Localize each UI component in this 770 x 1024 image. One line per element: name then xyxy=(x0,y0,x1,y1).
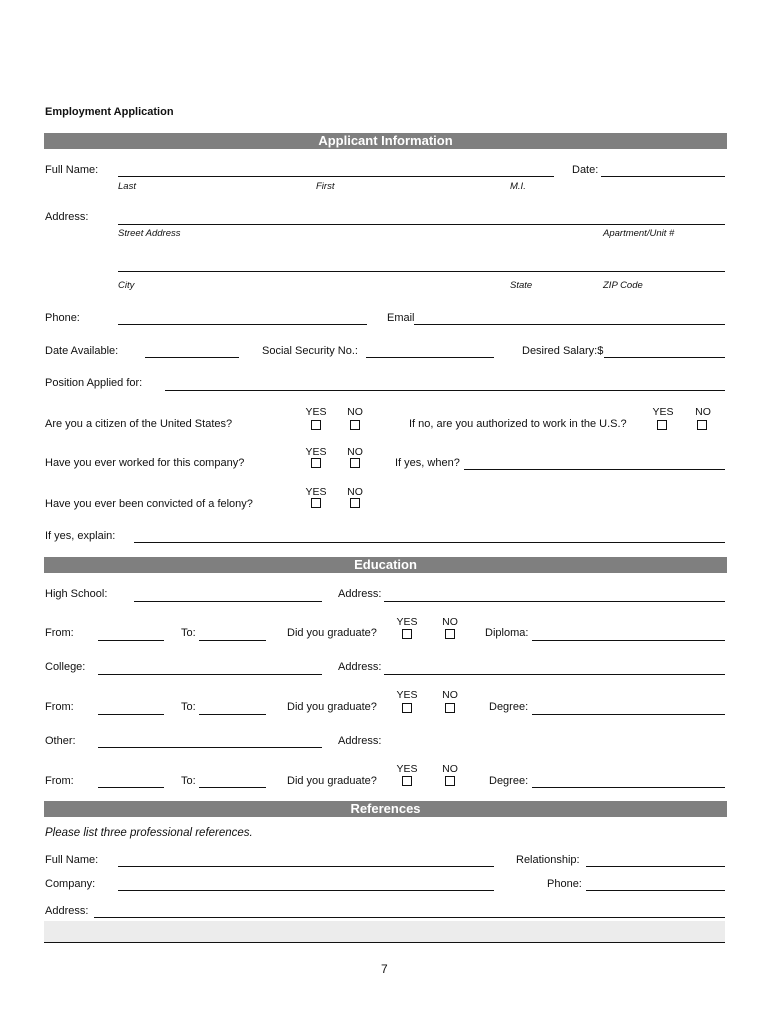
ref-relationship-field[interactable] xyxy=(586,866,725,867)
hs-address-field[interactable] xyxy=(384,601,725,602)
other-to-label: To: xyxy=(181,775,196,787)
college-field[interactable] xyxy=(98,674,322,675)
college-label: College: xyxy=(45,661,86,673)
hs-to-label: To: xyxy=(181,627,196,639)
college-grad-no-label: NO xyxy=(442,689,458,701)
ref-company-field[interactable] xyxy=(118,890,494,891)
worked-question: Have you ever worked for this company? xyxy=(45,457,245,469)
other-grad-no-checkbox[interactable] xyxy=(445,776,455,786)
ref-company-label: Company: xyxy=(45,878,96,890)
hs-to-field[interactable] xyxy=(199,640,266,641)
first-caption: First xyxy=(316,181,335,192)
worked-yes-label: YES xyxy=(305,446,327,458)
college-to-field[interactable] xyxy=(199,714,266,715)
diploma-label: Diploma: xyxy=(485,627,529,639)
college-grad-yes-label: YES xyxy=(396,689,418,701)
mi-caption: M.I. xyxy=(510,181,526,192)
last-caption: Last xyxy=(118,181,136,192)
other-grad-yes-label: YES xyxy=(396,763,418,775)
other-degree-label: Degree: xyxy=(489,775,529,787)
worked-yes-checkbox[interactable] xyxy=(311,458,321,468)
explain-label: If yes, explain: xyxy=(45,530,116,542)
hs-grad-yes-label: YES xyxy=(396,616,418,628)
phone-field[interactable] xyxy=(118,324,367,325)
city-state-zip-field[interactable] xyxy=(118,271,725,272)
college-address-field[interactable] xyxy=(384,674,725,675)
date-available-label: Date Available: xyxy=(45,345,119,357)
college-graduate-question: Did you graduate? xyxy=(287,701,377,713)
other-address-label: Address: xyxy=(338,735,382,747)
worked-no-checkbox[interactable] xyxy=(350,458,360,468)
state-caption: State xyxy=(510,280,533,291)
college-to-label: To: xyxy=(181,701,196,713)
hs-from-field[interactable] xyxy=(98,640,164,641)
position-label: Position Applied for: xyxy=(45,377,143,389)
full-name-label: Full Name: xyxy=(45,164,99,176)
other-from-field[interactable] xyxy=(98,787,164,788)
section-header-references: References xyxy=(44,801,727,817)
felony-yes-checkbox[interactable] xyxy=(311,498,321,508)
ssn-label: Social Security No.: xyxy=(262,345,358,357)
other-to-field[interactable] xyxy=(199,787,266,788)
page-number: 7 xyxy=(381,962,388,976)
when-label: If yes, when? xyxy=(395,457,460,469)
felony-no-checkbox[interactable] xyxy=(350,498,360,508)
college-degree-field[interactable] xyxy=(532,714,725,715)
form-title: Employment Application xyxy=(45,106,174,118)
zip-caption: ZIP Code xyxy=(603,280,643,291)
ref-relationship-label: Relationship: xyxy=(516,854,580,866)
references-intro: Please list three professional references. xyxy=(45,827,253,839)
other-degree-field[interactable] xyxy=(532,787,725,788)
college-degree-label: Degree: xyxy=(489,701,529,713)
college-grad-no-checkbox[interactable] xyxy=(445,703,455,713)
ref-address-label: Address: xyxy=(45,905,89,917)
section-header-education: Education xyxy=(44,557,727,573)
when-field[interactable] xyxy=(464,469,725,470)
high-school-field[interactable] xyxy=(134,601,322,602)
salary-label: Desired Salary:$ xyxy=(522,345,604,357)
other-graduate-question: Did you graduate? xyxy=(287,775,377,787)
college-from-field[interactable] xyxy=(98,714,164,715)
felony-no-label: NO xyxy=(347,486,363,498)
authorized-no-label: NO xyxy=(695,406,711,418)
high-school-label: High School: xyxy=(45,588,108,600)
citizen-question: Are you a citizen of the United States? xyxy=(45,418,233,430)
email-field[interactable] xyxy=(414,324,725,325)
ref-address-field[interactable] xyxy=(94,917,725,918)
citizen-no-label: NO xyxy=(347,406,363,418)
phone-label: Phone: xyxy=(45,312,80,324)
worked-no-label: NO xyxy=(347,446,363,458)
ref-bottom-rule xyxy=(44,942,725,943)
email-label: Email xyxy=(387,312,415,324)
ref-full-name-label: Full Name: xyxy=(45,854,99,866)
section-header-applicant: Applicant Information xyxy=(44,133,727,149)
hs-grad-yes-checkbox[interactable] xyxy=(402,629,412,639)
authorized-no-checkbox[interactable] xyxy=(697,420,707,430)
apt-caption: Apartment/Unit # xyxy=(603,228,675,239)
explain-field[interactable] xyxy=(134,542,725,543)
other-from-label: From: xyxy=(45,775,74,787)
other-grad-yes-checkbox[interactable] xyxy=(402,776,412,786)
date-field[interactable] xyxy=(601,176,725,177)
hs-graduate-question: Did you graduate? xyxy=(287,627,377,639)
street-caption: Street Address xyxy=(118,228,181,239)
citizen-no-checkbox[interactable] xyxy=(350,420,360,430)
ssn-field[interactable] xyxy=(366,357,494,358)
citizen-yes-label: YES xyxy=(305,406,327,418)
hs-grad-no-checkbox[interactable] xyxy=(445,629,455,639)
authorized-yes-checkbox[interactable] xyxy=(657,420,667,430)
ref-address-shaded-row xyxy=(44,921,725,943)
authorized-question: If no, are you authorized to work in the U.S.? xyxy=(409,418,627,430)
ref-full-name-field[interactable] xyxy=(118,866,494,867)
hs-from-label: From: xyxy=(45,627,74,639)
college-grad-yes-checkbox[interactable] xyxy=(402,703,412,713)
hs-grad-no-label: NO xyxy=(442,616,458,628)
felony-yes-label: YES xyxy=(305,486,327,498)
felony-question: Have you ever been convicted of a felony? xyxy=(45,498,253,510)
other-grad-no-label: NO xyxy=(442,763,458,775)
position-field[interactable] xyxy=(165,390,725,391)
date-label: Date: xyxy=(572,164,599,176)
authorized-yes-label: YES xyxy=(652,406,674,418)
date-available-field[interactable] xyxy=(145,357,239,358)
hs-address-label: Address: xyxy=(338,588,382,600)
other-field[interactable] xyxy=(98,747,322,748)
college-from-label: From: xyxy=(45,701,74,713)
ref-phone-field[interactable] xyxy=(586,890,725,891)
full-name-field[interactable] xyxy=(118,176,554,177)
citizen-yes-checkbox[interactable] xyxy=(311,420,321,430)
street-address-field[interactable] xyxy=(118,224,725,225)
ref-phone-label: Phone: xyxy=(547,878,582,890)
college-address-label: Address: xyxy=(338,661,382,673)
diploma-field[interactable] xyxy=(532,640,725,641)
city-caption: City xyxy=(118,280,135,291)
salary-field[interactable] xyxy=(604,357,725,358)
other-label: Other: xyxy=(45,735,76,747)
address-label: Address: xyxy=(45,211,89,223)
